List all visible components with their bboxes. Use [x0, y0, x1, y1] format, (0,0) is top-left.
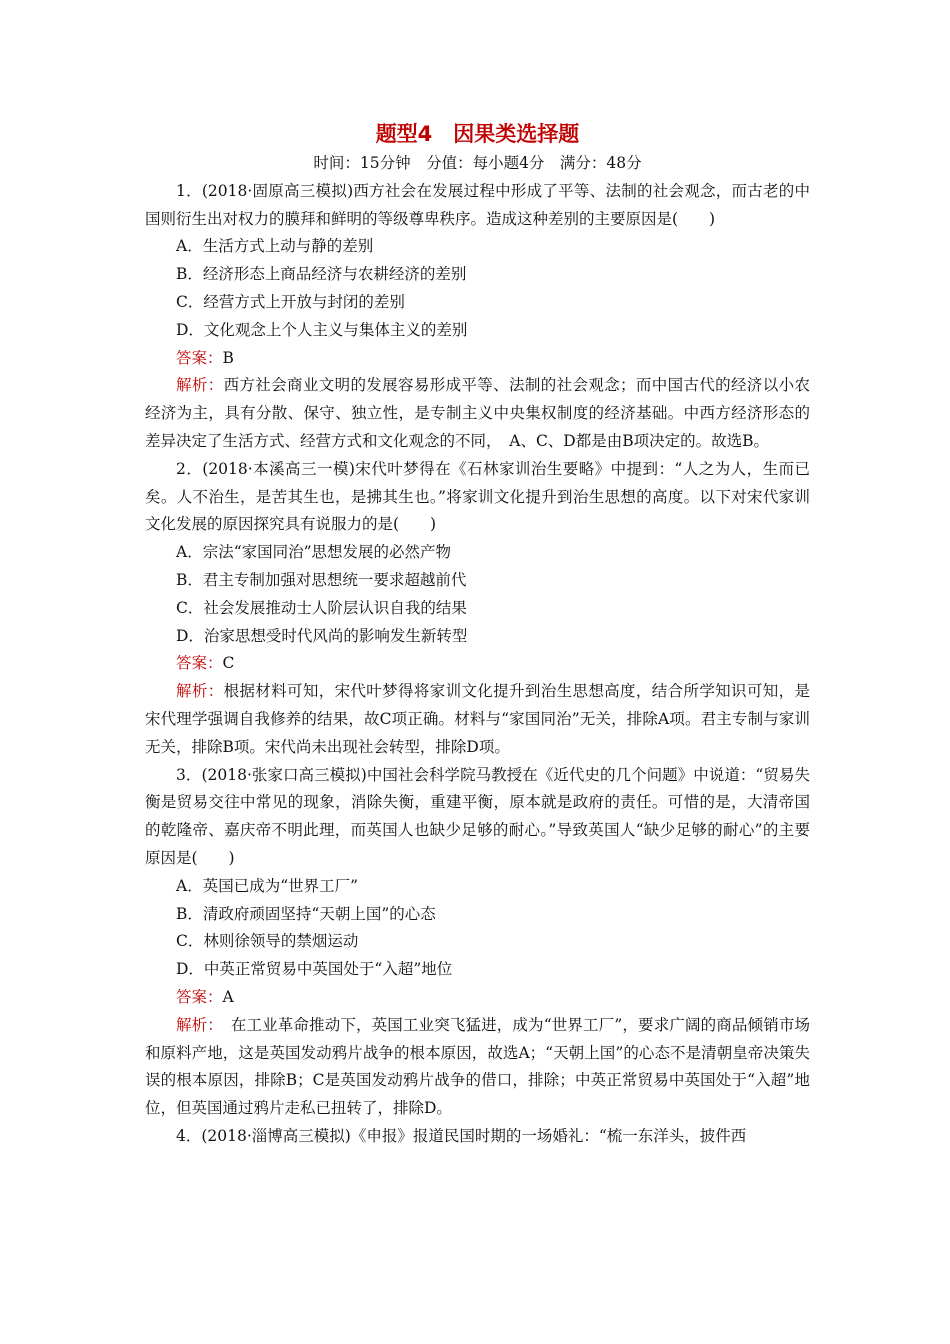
question-stem: 1．(2018·固原高三模拟)西方社会在发展过程中形成了平等、法制的社会观念，而古老的中国则衍生出对权力的膜拜和鲜明的等级尊卑秩序。造成这种差别的主要原因是( ) [145, 181, 810, 228]
option-b: B．清政府顽固坚持“天朝上国”的心态 [176, 904, 436, 923]
explain-label: 解析： [176, 1015, 216, 1034]
exam-meta: 时间：15分钟 分值：每小题4分 满分：48分 [313, 154, 642, 172]
explain-label: 解析： [176, 682, 224, 701]
option-c: C．林则徐领导的禁烟运动 [176, 932, 359, 951]
option-d: D．治家思想受时代风尚的影响发生新转型 [176, 626, 468, 645]
option-d: D．文化观念上个人主义与集体主义的差别 [176, 320, 468, 339]
answer-label: 答案： [176, 348, 223, 367]
answer-line [145, 345, 810, 373]
answer-label: 答案： [176, 654, 223, 673]
option-a: A．生活方式上动与静的差别 [176, 237, 374, 256]
explanation [145, 372, 810, 455]
explanation [145, 1012, 810, 1123]
question-4-partial: 4．(2018·淄博高三模拟)《申报》报道民国时期的一场婚礼：“梳一东洋头，披件西 [176, 1126, 747, 1145]
page-title: 题型4 因果类选择题 [375, 122, 580, 146]
answer-label: 答案： [176, 987, 223, 1006]
explain-text: 在工业革命推动下，英国工业突飞猛进，成为“世界工厂”，要求广阔的商品倾销市场和原料产地，这是英国发动鸦片战争的根本原因，故选A；“天朝上国”的心态不是清朝皇帝决策失误的根本原因，排除B；C是英国发动鸦片战争的借口，排除；中英正常贸易中英国处于“入超”地位，但英国通过鸦片走私已扭转了，排除D。 [145, 1015, 810, 1118]
option-d: D．中英正常贸易中英国处于“入超”地位 [176, 960, 453, 979]
question-stem: 3．(2018·张家口高三模拟)中国社会科学院马教授在《近代史的几个问题》中说道：“贸易失衡是贸易交往中常见的现象，消除失衡，重建平衡，原本就是政府的责任。可惜的是，大清帝国的乾隆帝、嘉庆帝不明此理，而英国人也缺少足够的耐心。”导致英国人“缺少足够的耐心”的主要原因是( ) [145, 765, 810, 867]
option-b: B．经济形态上商品经济与农耕经济的差别 [176, 265, 467, 284]
option-a: A．宗法“家国同治”思想发展的必然产物 [176, 543, 452, 562]
option-c: C．经营方式上开放与封闭的差别 [176, 292, 405, 311]
option-a: A．英国已成为“世界工厂” [176, 876, 359, 895]
explanation [145, 678, 810, 761]
answer-line [145, 984, 810, 1012]
question-3 [145, 762, 810, 1123]
option-b: B．君主专制加强对思想统一要求超越前代 [176, 570, 467, 589]
option-c: C．社会发展推动士人阶层认识自我的结果 [176, 598, 467, 617]
explain-label: 解析： [176, 376, 224, 395]
answer-value: B [222, 348, 234, 367]
question-2 [145, 456, 810, 762]
explain-text: 西方社会商业文明的发展容易形成平等、法制的社会观念；而中国古代的经济以小农经济为主，具有分散、保守、独立性，是专制主义中央集权制度的经济基础。中西方经济形态的差异决定了生活方式、经营方式和文化观念的不同， A、C、D都是由B项决定的。故选B。 [145, 376, 810, 450]
question-stem: 2．(2018·本溪高三一模)宋代叶梦得在《石林家训治生要略》中提到：“人之为人，生而已矣。人不治生，是苦其生也，是拂其生也。”将家训文化提升到治生思想的高度。以下对宋代家训文化发展的原因探究具有说服力的是( ) [145, 459, 810, 534]
explain-text: 根据材料可知，宋代叶梦得将家训文化提升到治生思想高度，结合所学知识可知，是宋代理学强调自我修养的结果，故C项正确。材料与“家国同治”无关，排除A项。君主专制与家训无关，排除B项。宋代尚未出现社会转型，排除D项。 [145, 682, 810, 756]
answer-value: C [222, 654, 235, 673]
answer-line [145, 650, 810, 678]
document-page [145, 118, 810, 1151]
question-1 [145, 178, 810, 456]
answer-value: A [222, 987, 234, 1006]
